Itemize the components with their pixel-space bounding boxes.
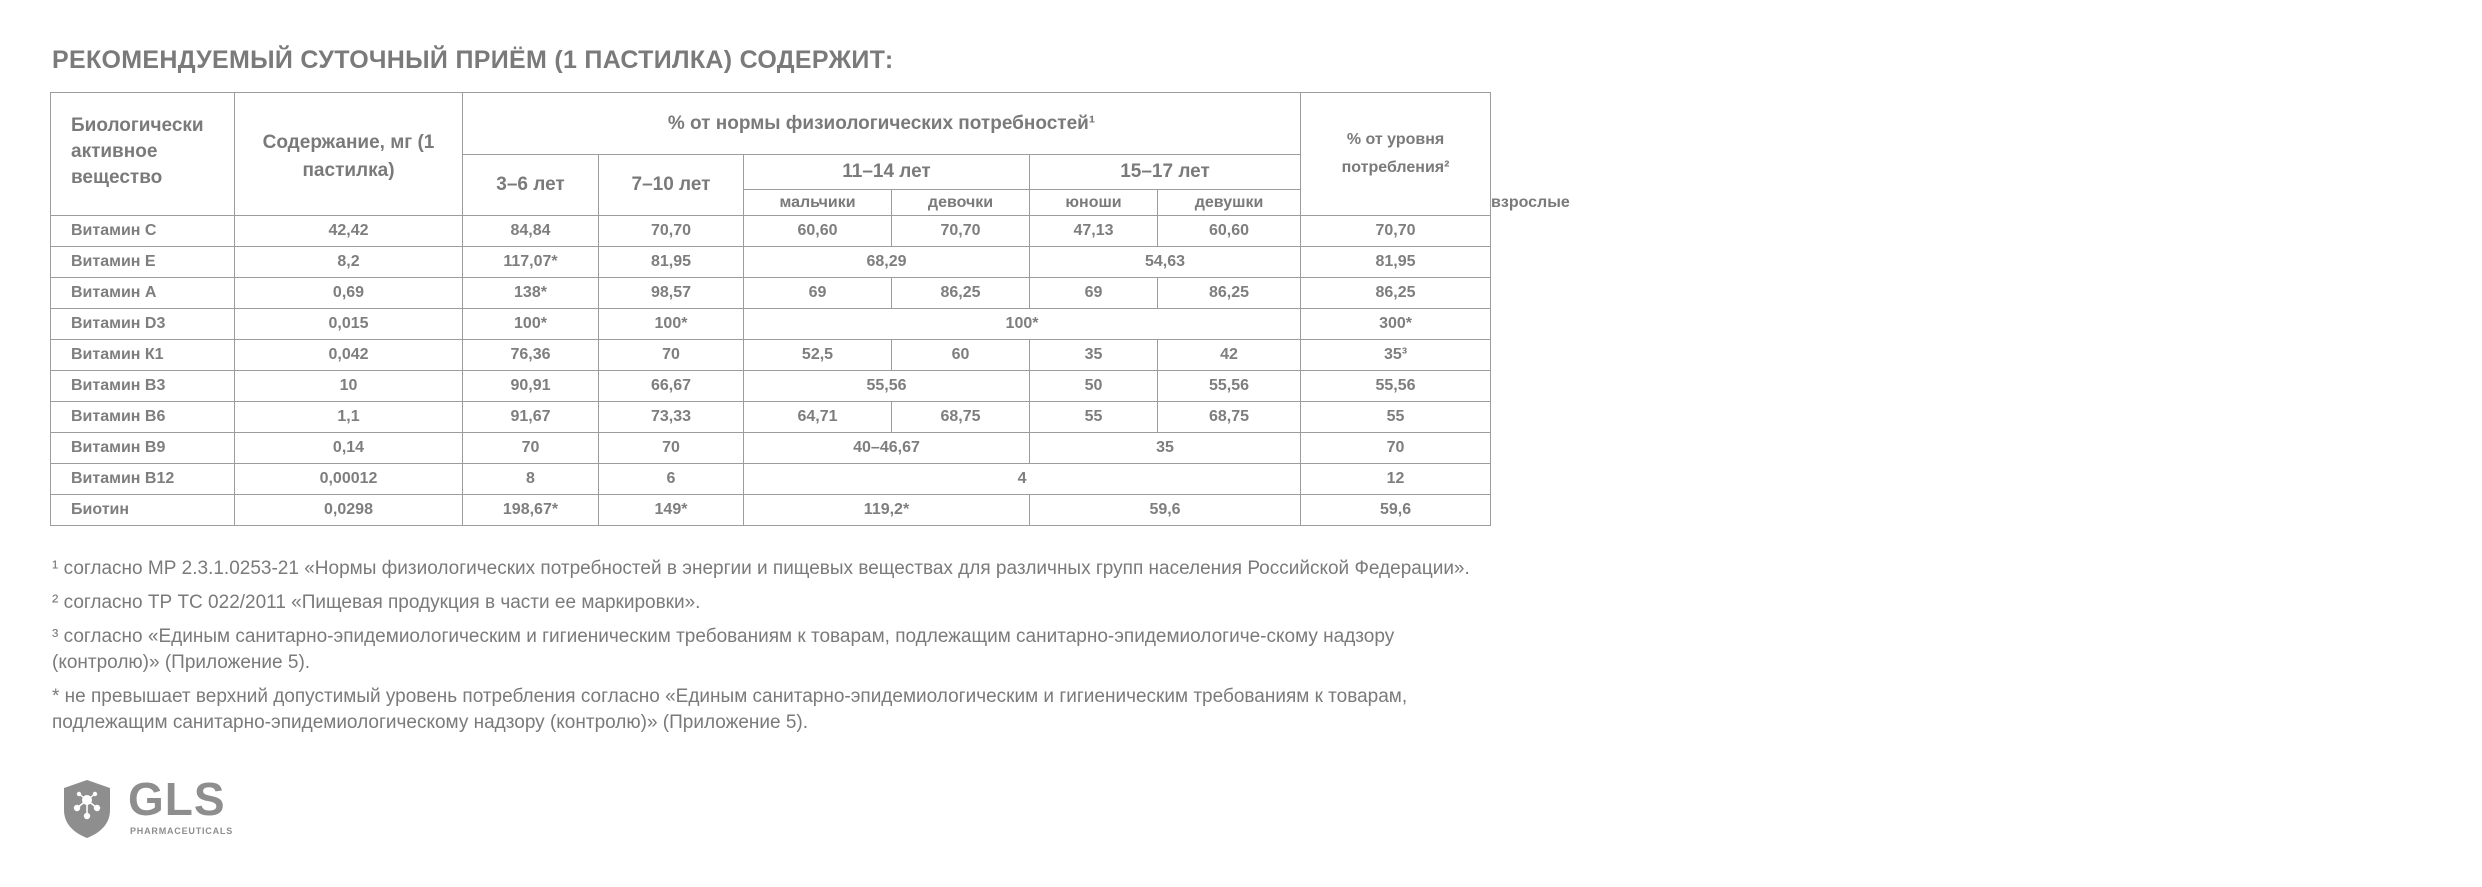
nutrition-table: Биологически активное вещество Содержание, мг (1 пастилка) % от нормы физиологических потребностей¹ % от уровня потребления² 3–6 лет 7–10 лет 11–14 лет 15–17 лет мальчики девочки юноши девушки взрослые Витамин С 42,42 84,84 70,70 60,60 70,70 47,13 60,60 70,70 Витамин Е 8,2 117,07* 81,95 68,29 54,63 81,95 Витамин А 0,69 138* 98,57 69 86,25 69 86,25 86,25 Витамин D3 0,015 100* 100* 100* 300* Витамин К1 0,042 76,36 70 52,5 60 35 42 35³ Витамин В3 10 90,91 66,67 55,56 50 55,56 55,56 Витамин В6 1,1 91,67 73,33 64,71 68,75 55 68,75 55 Витамин В9 0,14 70 70 40–46,67 35 70 Витамин В12 0,00012 8 6 4 12 Биотин 0,0298 198,67* 149* 119,2* 59,6 59,6 [50, 92, 1491, 526]
cell-age-3-6: 70 [463, 433, 599, 464]
cell-adults: 81,95 [1301, 247, 1491, 278]
row-name: Витамин С [51, 216, 235, 247]
row-name: Витамин D3 [51, 309, 235, 340]
cell-boys: 69 [744, 278, 892, 309]
cell-boys: 60,60 [744, 216, 892, 247]
cell-youths: 55 [1030, 402, 1158, 433]
cell-youths: 69 [1030, 278, 1158, 309]
header-substance: Биологически активное вещество [51, 93, 235, 216]
cell-girls: 60 [892, 340, 1030, 371]
footnote-asterisk: * не превышает верхний допустимый уровень потребления согласно «Единым санитарно-эпидемиологическим и гигиеническим требованиям к товарам, подлежащим санитарно-эпидемиологическому надзору (контролю)» (Приложение 5). [52, 686, 1408, 733]
cell-young-women: 86,25 [1158, 278, 1301, 309]
cell-adults: 70 [1301, 433, 1491, 464]
cell-adults: 86,25 [1301, 278, 1491, 309]
row-name: Витамин В6 [51, 402, 235, 433]
row-name: Витамин К1 [51, 340, 235, 371]
row-content: 0,015 [235, 309, 463, 340]
table-row [51, 340, 1491, 371]
gls-logo [60, 773, 240, 844]
cell-girls: 86,25 [892, 278, 1030, 309]
cell-age-15-17: 35 [1030, 433, 1301, 464]
row-content: 0,0298 [235, 495, 463, 526]
cell-age-15-17: 59,6 [1030, 495, 1301, 526]
row-name: Витамин В3 [51, 371, 235, 402]
cell-girls: 68,75 [892, 402, 1030, 433]
header-age-7-10: 7–10 лет [599, 155, 744, 216]
header-age-15-17: 15–17 лет [1030, 155, 1301, 190]
cell-age-7-10: 70 [599, 433, 744, 464]
cell-age-3-6: 91,67 [463, 402, 599, 433]
cell-age-3-6: 76,36 [463, 340, 599, 371]
row-content: 0,69 [235, 278, 463, 309]
cell-adults: 55,56 [1301, 371, 1491, 402]
header-norm-percent: % от нормы физиологических потребностей¹ [463, 93, 1301, 155]
cell-age-7-10: 70 [599, 340, 744, 371]
footnote-1: ¹ согласно МР 2.3.1.0253-21 «Нормы физиологических потребностей в энергии и пищевых веществах для различных групп населения Российской Федерации». [52, 558, 1470, 579]
header-youths: юноши [1030, 190, 1158, 216]
table-row [51, 495, 1491, 526]
cell-youths: 50 [1030, 371, 1158, 402]
cell-age-11-14: 119,2* [744, 495, 1030, 526]
cell-adults: 55 [1301, 402, 1491, 433]
header-consumption-percent: % от уровня потребления² [1301, 93, 1491, 216]
row-name: Витамин В12 [51, 464, 235, 495]
cell-age-7-10: 66,67 [599, 371, 744, 402]
table-row [51, 247, 1491, 278]
footnote-2: ² согласно ТР ТС 022/2011 «Пищевая продукция в части ее маркировки». [52, 592, 701, 613]
row-name: Витамин Е [51, 247, 235, 278]
cell-age-7-10: 100* [599, 309, 744, 340]
cell-age-11-14: 55,56 [744, 371, 1030, 402]
cell-age-3-6: 84,84 [463, 216, 599, 247]
cell-adults: 300* [1301, 309, 1491, 340]
shield-logo-icon [60, 778, 114, 840]
header-content: Содержание, мг (1 пастилка) [235, 93, 463, 216]
footnotes [52, 556, 1492, 744]
logo-subtitle: PHARMACEUTICALS [130, 826, 233, 836]
cell-age-7-10: 6 [599, 464, 744, 495]
page-title: РЕКОМЕНДУЕМЫЙ СУТОЧНЫЙ ПРИЁМ (1 ПАСТИЛКА) СОДЕРЖИТ: [52, 46, 894, 74]
cell-young-women: 42 [1158, 340, 1301, 371]
row-name: Витамин А [51, 278, 235, 309]
cell-age-3-6: 100* [463, 309, 599, 340]
cell-youths: 35 [1030, 340, 1158, 371]
cell-age-7-10: 149* [599, 495, 744, 526]
table-row [51, 464, 1491, 495]
table-row [51, 309, 1491, 340]
table-row [51, 371, 1491, 402]
cell-age-3-6: 117,07* [463, 247, 599, 278]
cell-age-3-6: 8 [463, 464, 599, 495]
cell-adults: 59,6 [1301, 495, 1491, 526]
cell-young-women: 60,60 [1158, 216, 1301, 247]
cell-age-11-14: 40–46,67 [744, 433, 1030, 464]
cell-age-11-17: 100* [744, 309, 1301, 340]
header-young-women: девушки [1158, 190, 1301, 216]
cell-adults: 70,70 [1301, 216, 1491, 247]
header-age-3-6: 3–6 лет [463, 155, 599, 216]
table-row [51, 216, 1491, 247]
cell-boys: 52,5 [744, 340, 892, 371]
header-girls: девочки [892, 190, 1030, 216]
row-name: Биотин [51, 495, 235, 526]
cell-young-women: 68,75 [1158, 402, 1301, 433]
cell-youths: 47,13 [1030, 216, 1158, 247]
row-content: 1,1 [235, 402, 463, 433]
cell-age-11-14: 68,29 [744, 247, 1030, 278]
row-content: 10 [235, 371, 463, 402]
cell-age-7-10: 81,95 [599, 247, 744, 278]
cell-age-15-17: 54,63 [1030, 247, 1301, 278]
cell-age-7-10: 98,57 [599, 278, 744, 309]
cell-age-3-6: 90,91 [463, 371, 599, 402]
cell-age-7-10: 73,33 [599, 402, 744, 433]
footnote-3: ³ согласно «Единым санитарно-эпидемиологическим и гигиеническим требованиям к товарам, подлежащим санитарно-эпидемиологиче-скому надзору (контролю)» (Приложение 5). [52, 626, 1395, 673]
row-content: 0,00012 [235, 464, 463, 495]
row-name: Витамин В9 [51, 433, 235, 464]
cell-adults: 35³ [1301, 340, 1491, 371]
table-row [51, 402, 1491, 433]
row-content: 0,042 [235, 340, 463, 371]
cell-age-3-6: 198,67* [463, 495, 599, 526]
cell-age-11-17: 4 [744, 464, 1301, 495]
row-content: 8,2 [235, 247, 463, 278]
header-age-11-14: 11–14 лет [744, 155, 1030, 190]
table-row [51, 278, 1491, 309]
logo-name: GLS [128, 773, 226, 825]
table-row [51, 433, 1491, 464]
cell-boys: 64,71 [744, 402, 892, 433]
cell-girls: 70,70 [892, 216, 1030, 247]
cell-adults: 12 [1301, 464, 1491, 495]
row-content: 0,14 [235, 433, 463, 464]
cell-young-women: 55,56 [1158, 371, 1301, 402]
header-boys: мальчики [744, 190, 892, 216]
cell-age-3-6: 138* [463, 278, 599, 309]
row-content: 42,42 [235, 216, 463, 247]
cell-age-7-10: 70,70 [599, 216, 744, 247]
